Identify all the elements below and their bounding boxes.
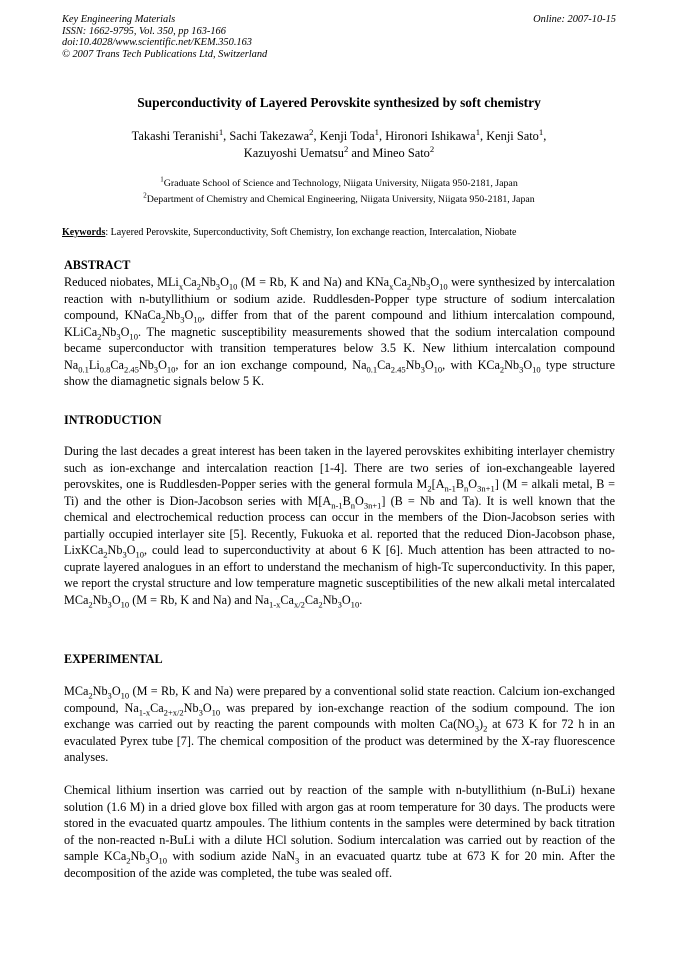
experimental-paragraph-1: $MCa_2Nb_3O_{10}$ (M = Rb, K and Na) were prepared by a conventional solid state reaction. Calcium ion-exchanged compound, $Na_{1-x}Ca_{2+x/2}Nb_3O_{10}$ was prepared by ion-exchange reaction of the sodium compound. The ion exchange was carried out by reacting the parent compounds with molten $Ca(NO_3)_2$ at 673 K for 72 h in an evaculated Pyrex tube [7]. The chemical composition of the product was determined by the X-ray fluorescence analyses.: [64, 684, 615, 764]
journal-copyright: © 2007 Trans Tech Publications Ltd, Switzerland: [62, 48, 268, 60]
affiliation-text: Graduate School of Science and Technology, Niigata University, Niigata 950-2181, Japan: [163, 178, 518, 189]
abstract-heading: ABSTRACT: [64, 258, 131, 272]
author-affil-mark: 2: [309, 126, 314, 137]
affiliation-mark: 1: [160, 176, 164, 184]
author-name: Kenji Sato: [486, 129, 539, 143]
author-affil-mark: 2: [429, 143, 435, 154]
author-affil-mark: 2: [343, 143, 349, 154]
journal-doi: doi:10.4028/www.scientific.net/KEM.350.163: [62, 37, 252, 49]
introduction-paragraph: During the last decades a great interest has been taken in the layered perovskites exhibiting interlayer chemistry such as ion-exchange and intercalation reaction [1-4]. There are two series of ion-exchangeable layered perovskites, one is Ruddlesden-Popper series with the general formula $M_2[A_{n-1}B_nO_{3n+1}] (M$ = alkali metal, B = Ti) and the other is Dion-Jacobson series with $M[A_{n-1}B_nO_{3n+1}] (B = Nb$ and Ta). It is well known that the chemical and electrochemical reduction process can occur in the members of the Dion-Jacobson series with partially occupied interlayer site [5]. Recently, Fukuoka et al. reported that the reduced Dion-Jacobson phase, $LixKCa_2Nb_3O_{10}$, could lead to superconductivity at about 6 K [6]. Much attention has been attracted to no-cuprate layered analogues in an effort to understand the mechanism of high-Tc superconductivity. In this paper, we report the crystal structure and low temperature magnetic susceptibilities of the new alkali metal intercalated $MCa_2Nb_3O_{10}$ (M = Rb, K and Na) and $Na_{1-x}Ca_{x/2}Ca_2Nb_3O_{10}$.: [64, 444, 616, 609]
keywords-line: Keywords: Layered Perovskite, Superconductivity, Soft Chemistry, Ion exchange reaction, Intercalation, Niobate: [62, 227, 517, 238]
abstract-paragraph: Reduced niobates, $MLi_xCa_2Nb_3O_{10}$ (M = Rb, K and Na) and $KNa_xCa_2Nb_3O_{10}$ were synthesized by intercalation reaction with n-butyllithium or sodium azide. Ruddlesden-Popper type structure of sodium intercalation compound, $KNaCa_2Nb_3O_{10}$, differ from that of the parent compound and lithium intercalation compound, $KLiCa_2Nb_3O_{10}$. The magnetic susceptibility measurements showed that the sodium intercalation compound became superconductor with transition temperatures below 3.5 K. New lithium intercalation compound $Na_{0.1}Li_{0.8}Ca_{2.45}Nb_3O_{10}$, for an ion exchange compound, $Na_{0.1}Ca_{2.45}Nb_3O_{10}$, with $KCa_2Nb_3O_{10}$ type structure show the diamagnetic signals below 5 K.: [64, 275, 616, 388]
author-affil-mark: 1: [475, 126, 481, 137]
author-affil-mark: 1: [218, 126, 224, 137]
online-date: Online: 2007-10-15: [533, 14, 616, 25]
affiliation-2: [62, 194, 616, 205]
affiliation-text: Department of Chemistry and Chemical Engineering, Niigata University, Niigata 950-2181, Japan: [146, 194, 535, 205]
affiliation-1: [62, 178, 616, 189]
experimental-paragraph-2: Chemical lithium insertion was carried out by reaction of the sample with n-butyllithium (n-BuLi) hexane solution (1.6 M) in a dried glove box filled with argon gas at room temperature for 30 days. The products were stored in the evacuated quartz ampoules. The lithium contents in the samples were determined by back titration of the non-reacted n-BuLi with a dilute HCl solution. Sodium intercalation was carried out by reaction of the sample $KCa_2Nb_3O_{10}$ with sodium azide NaN$_3$ in an evacuated quartz tube at 673 K for 20 min. After the decomposition of the azide was completed, the tube was sealed off.: [64, 783, 615, 880]
author-list: Takashi Teranishi$^1$, Sachi Takezawa$^2$, Kenji Toda$^1$, Hironori Ishikawa$^1$, Kenji Sato$^1$, Kazuyoshi Uematsu$^2$ and Mineo Sato$^2$: [131, 126, 547, 160]
author-affil-mark: 1: [374, 126, 379, 137]
journal-header: [62, 14, 616, 60]
keywords-text: Layered Perovskite, Superconductivity, Soft Chemistry, Ion exchange reaction, Intercalation, Niobate: [110, 227, 517, 238]
author-name: Takashi Teranishi: [131, 129, 219, 143]
affiliation-mark: 2: [143, 192, 147, 200]
author-name: Sachi Takezawa: [229, 129, 310, 143]
author-name: Kazuyoshi Uematsu: [243, 146, 344, 160]
author-name: Mineo Sato: [372, 146, 430, 160]
keywords-label: Keywords: [62, 227, 106, 238]
introduction-heading: INTRODUCTION: [64, 413, 162, 427]
author-name: Hironori Ishikawa: [385, 129, 476, 143]
author-conjunction: and: [351, 146, 370, 160]
journal-issn: ISSN: 1662-9795, Vol. 350, pp 163-166: [62, 25, 226, 37]
journal-name: Key Engineering Materials: [62, 14, 176, 25]
paper-title: Superconductivity of Layered Perovskite synthesized by soft chemistry: [137, 95, 541, 110]
author-affil-mark: 1: [538, 126, 544, 137]
experimental-heading: EXPERIMENTAL: [64, 652, 163, 666]
author-name: Kenji Toda: [319, 129, 375, 143]
